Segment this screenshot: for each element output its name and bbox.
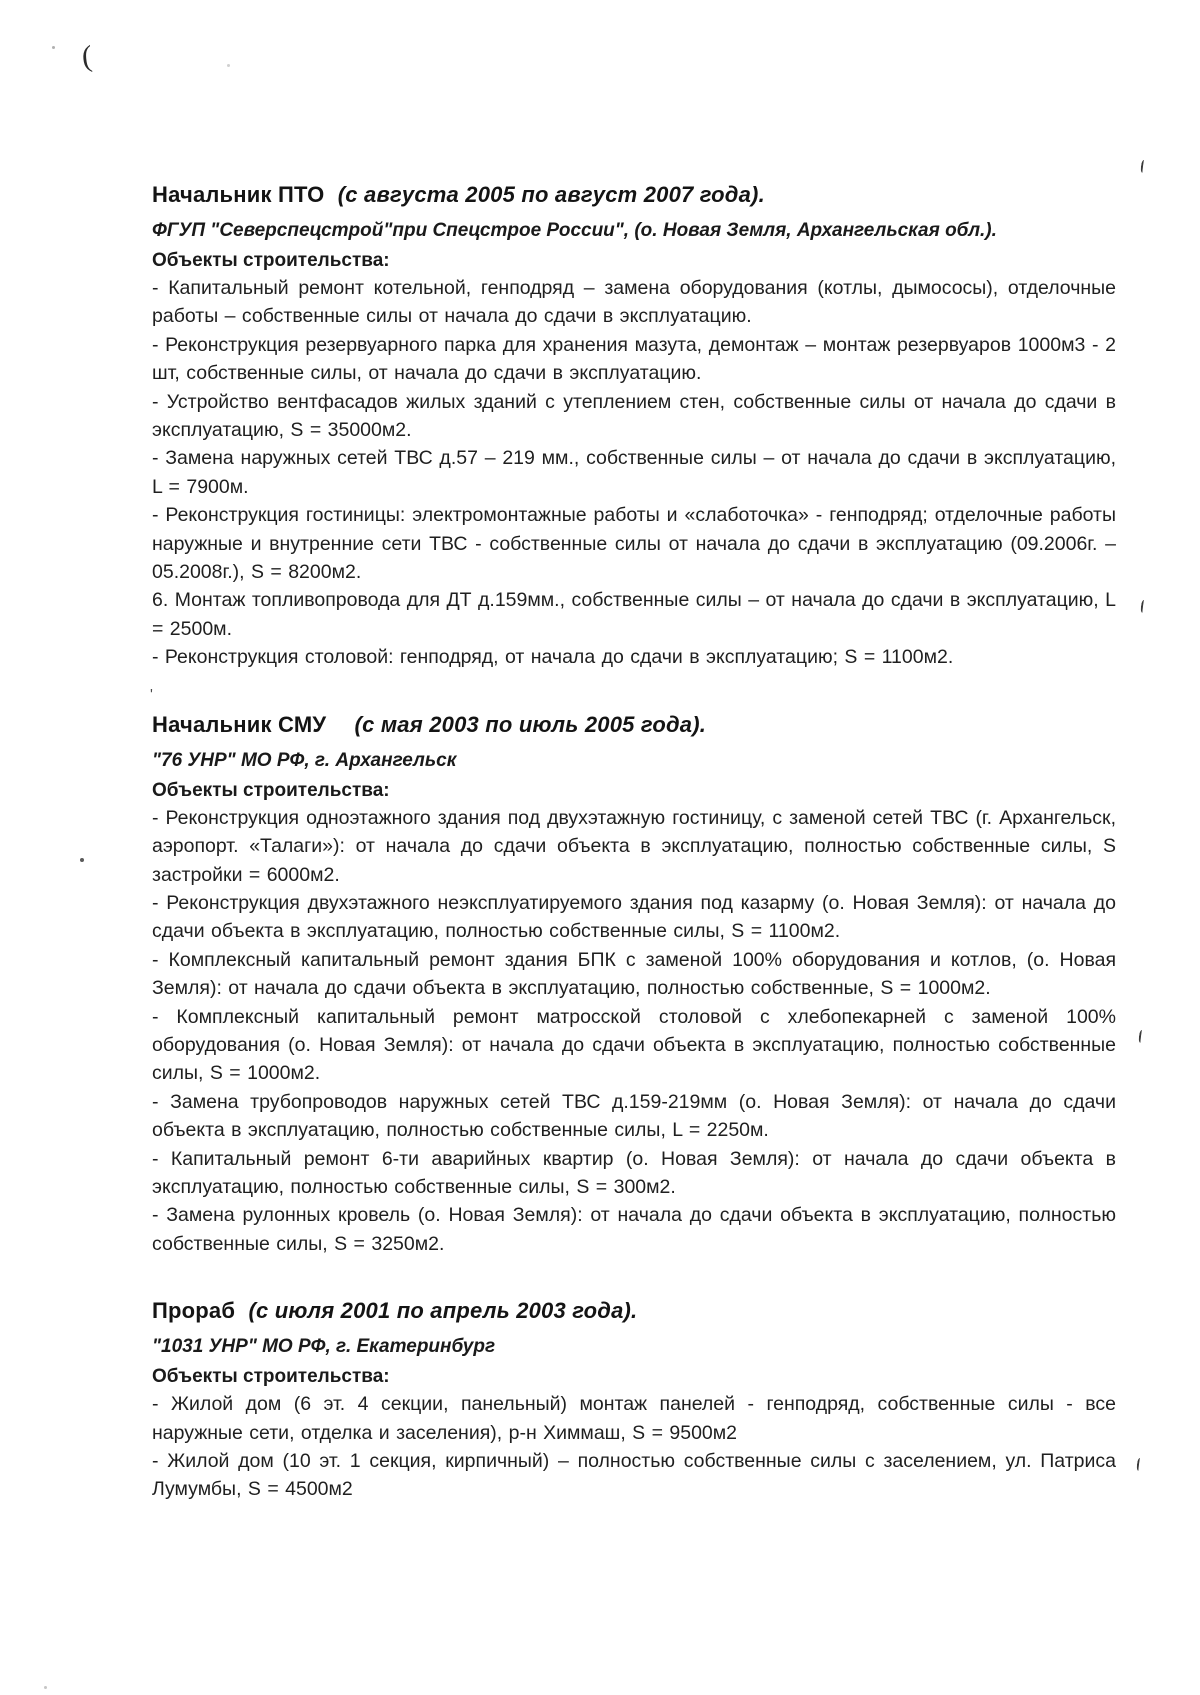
job-section-nachalnik-pto — [152, 182, 1116, 672]
scan-artifact-tick — [1138, 1030, 1145, 1044]
scan-artifact-speck — [44, 1686, 47, 1689]
project-item: - Реконструкция одноэтажного здания под двухэтажную гостиницу, с заменой сетей ТВС (г. Архангельск, аэропорт. «Талаги»): от начала до сдачи объекта в эксплуатацию, полностью собственные силы, S застройки = 6000м2. — [152, 806, 1116, 886]
project-item: - Жилой дом (6 эт. 4 секции, панельный) монтаж панелей - генподряд, собственные силы - все наружные сети, отделка и заселения), р-н Химмаш, S = 9500м2 — [152, 1393, 1116, 1444]
scan-artifact-tick — [1140, 160, 1147, 174]
scan-artifact-speck — [52, 46, 55, 49]
objects-label: Объекты строительства: — [152, 250, 390, 271]
objects-label: Объекты строительства: — [152, 1366, 390, 1388]
job-title: Начальник СМУ — [152, 711, 327, 737]
project-item: - Замена наружных сетей ТВС д.57 – 219 мм., собственные силы – от начала до сдачи в эксплуатацию, L = 7900м. — [152, 447, 1116, 498]
project-item: - Устройство вентфасадов жилых зданий с утеплением стен, собственные силы от начала до сдачи в эксплуатацию, S = 35000м2. — [152, 390, 1116, 442]
project-item: - Реконструкция резервуарного парка для хранения мазута, демонтаж – монтаж резервуаров 1000м3 - 2 шт, собственные силы, от начала до сдачи в эксплуатацию. — [152, 333, 1116, 385]
project-item: - Реконструкция двухэтажного неэксплуатируемого здания под казарму (о. Новая Земля): от начала до сдачи объекта в эксплуатацию, полностью собственные силы, S = 1100м2. — [152, 891, 1116, 943]
scan-artifact-dot — [80, 858, 84, 862]
job-heading — [152, 712, 1116, 738]
job-title: Прораб — [152, 1298, 236, 1324]
scan-artifact-tick — [1140, 600, 1147, 614]
scan-artifact-tick — [1136, 1458, 1143, 1472]
scan-artifact-speck — [227, 64, 230, 67]
project-item: - Замена трубопроводов наружных сетей ТВС д.159-219мм (о. Новая Земля): от начала до сдачи объекта в эксплуатацию, полностью собственные силы, L = 2250м. — [152, 1090, 1116, 1142]
project-item: - Реконструкция гостиницы: электромонтажные работы и «слаботочка» - генподряд; отделочные работы наружные и внутренние сети ТВС - собственные силы от начала до сдачи в эксплуатацию (09.2006г. – 05.2008г.), S = 8200м2. — [152, 504, 1116, 584]
job-period: (с августа 2005 по август 2007 года). — [337, 182, 765, 207]
project-item: - Замена рулонных кровель (о. Новая Земля): от начала до сдачи объекта в эксплуатацию, полностью собственные силы, S = 3250м2. — [152, 1204, 1116, 1255]
job-period: (с июля 2001 по апрель 2003 года). — [248, 1298, 638, 1324]
job-heading — [152, 182, 1116, 208]
document-content — [152, 182, 1116, 1504]
job-section-nachalnik-smu — [152, 712, 1116, 1259]
project-item: 6. Монтаж топливопровода для ДТ д.159мм., собственные силы – от начала до сдачи в эксплуатацию, L = 2500м. — [152, 589, 1116, 640]
job-section-prorab — [152, 1298, 1116, 1504]
company-line: "1031 УНР" МО РФ, г. Екатеринбург — [152, 1336, 496, 1358]
job-title: Начальник ПТО — [152, 182, 325, 207]
project-item: - Комплексный капитальный ремонт здания БПК с заменой 100% оборудования и котлов, (о. Новая Земля): от начала до сдачи объекта в эксплуатацию, полностью собственные, S = 1000м2. — [152, 948, 1116, 1000]
objects-label: Объекты строительства: — [152, 779, 390, 801]
project-item: - Реконструкция столовой: генподряд, от начала до сдачи в эксплуатацию; S = 1100м2. — [152, 646, 954, 669]
project-item: - Капитальный ремонт 6-ти аварийных квартир (о. Новая Земля): от начала до сдачи объекта в эксплуатацию, полностью собственные силы, S = 300м2. — [152, 1147, 1116, 1198]
scan-artifact-paren: ( — [80, 39, 94, 74]
job-heading — [152, 1298, 1116, 1324]
company-line: ФГУП "Северспецстрой"при Спецстрое России", (о. Новая Земля, Архангельская обл.). — [152, 220, 997, 241]
project-item: - Капитальный ремонт котельной, генподряд – замена оборудования (котлы, дымососы), отделочные работы – собственные силы от начала до сдачи в эксплуатацию. — [152, 277, 1116, 328]
job-period: (с мая 2003 по июль 2005 года). — [354, 711, 707, 737]
company-line: "76 УНР" МО РФ, г. Архангельск — [152, 749, 457, 771]
project-item: - Жилой дом (10 эт. 1 секция, кирпичный) – полностью собственные силы с заселением, ул. Патриса Лумумбы, S = 4500м2 — [152, 1450, 1116, 1501]
scan-artifact-apostrophe: ' — [150, 686, 153, 703]
project-item: - Комплексный капитальный ремонт матросской столовой с хлебопекарней с заменой 100% оборудования (о. Новая Земля): от начала до сдачи объекта в эксплуатацию, полностью собственные силы, S = 1000м2. — [152, 1005, 1116, 1085]
